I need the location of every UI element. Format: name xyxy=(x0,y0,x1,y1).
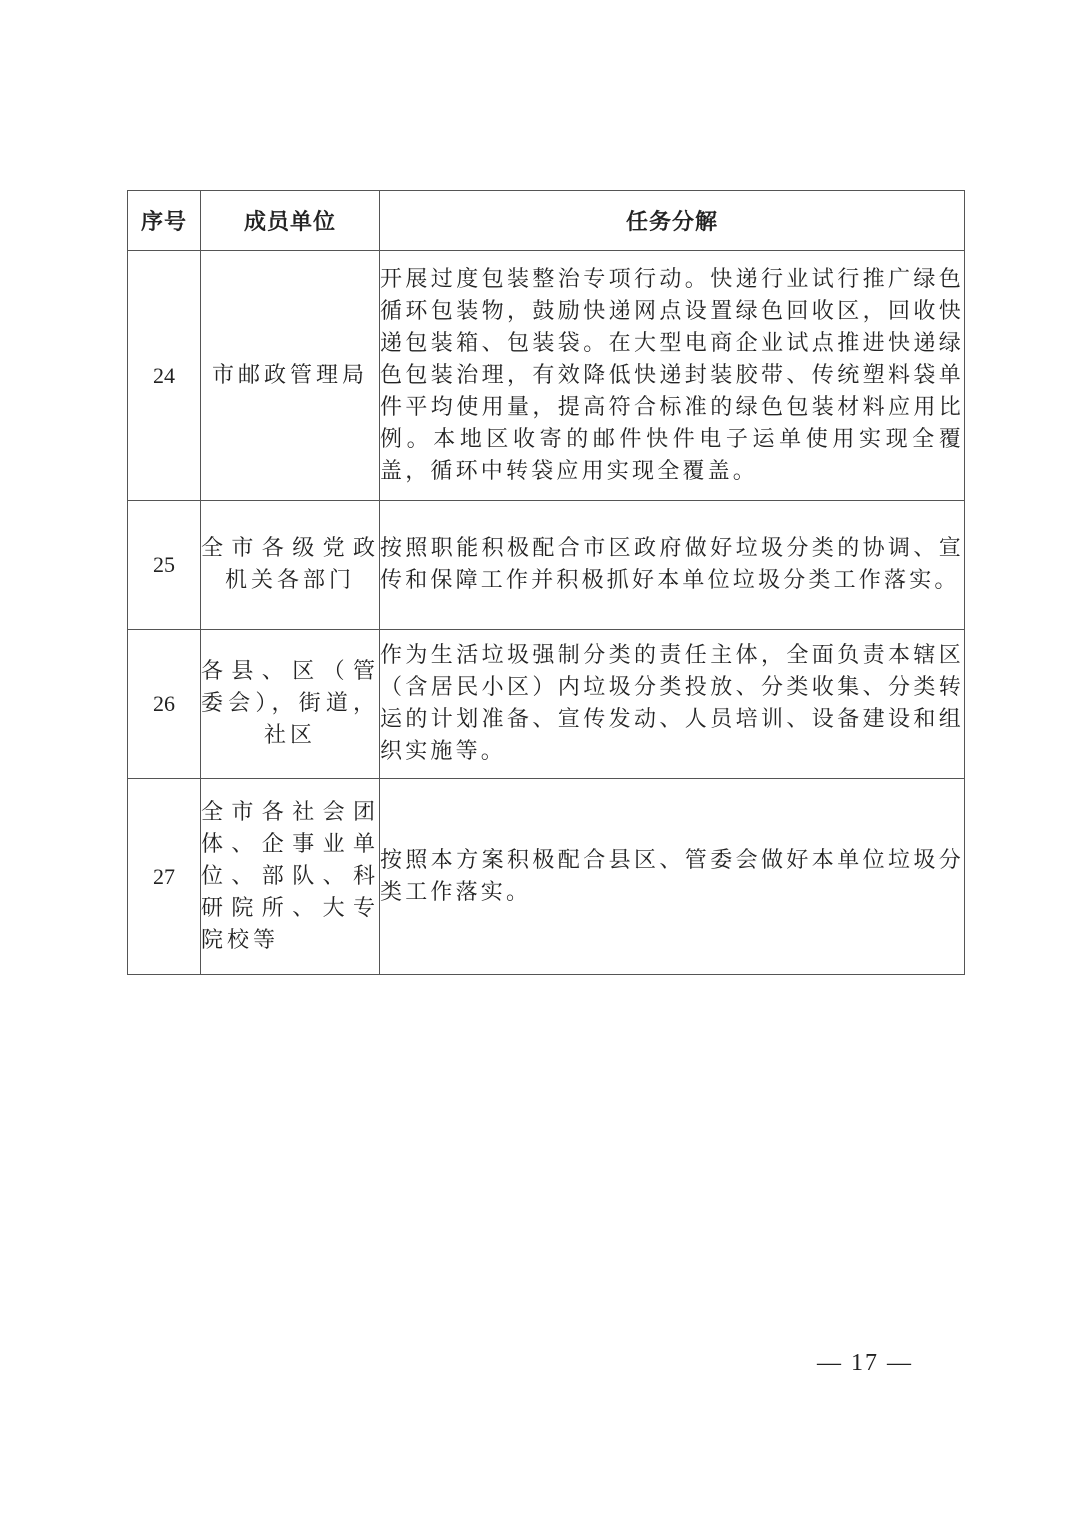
member-unit: 市邮政管理局 xyxy=(201,251,380,501)
task-description: 开展过度包装整治专项行动。快递行业试行推广绿色循环包装物，鼓励快递网点设置绿色回收区，回收快递包装箱、包装袋。在大型电商企业试点推进快递绿色包装治理，有效降低快递封装胶带、传统塑料袋单件平均使用量，提高符合标准的绿色包装材料应用比例。本地区收寄的邮件快件电子运单使用实现全覆盖，循环中转袋应用实现全覆盖。 xyxy=(380,251,965,501)
member-unit: 全市各社会团体、企事业单位、部队、科研院所、大专院校等 xyxy=(201,779,380,975)
row-number: 24 xyxy=(128,251,201,501)
member-unit: 全市各级党政机关各部门 xyxy=(201,501,380,630)
table-row xyxy=(128,779,965,975)
task-description: 作为生活垃圾强制分类的责任主体，全面负责本辖区（含居民小区）内垃圾分类投放、分类收集、分类转运的计划准备、宣传发动、人员培训、设备建设和组织实施等。 xyxy=(380,630,965,779)
member-unit: 各县、区（管委会），街道，社区 xyxy=(201,630,380,779)
row-number: 26 xyxy=(128,630,201,779)
row-number: 25 xyxy=(128,501,201,630)
table-row xyxy=(128,501,965,630)
page-number: — 17 — xyxy=(817,1350,913,1376)
header-task-breakdown: 任务分解 xyxy=(380,191,965,251)
row-number: 27 xyxy=(128,779,201,975)
header-index: 序号 xyxy=(128,191,201,251)
table-row xyxy=(128,251,965,501)
header-member-unit: 成员单位 xyxy=(201,191,380,251)
task-description: 按照职能积极配合市区政府做好垃圾分类的协调、宣传和保障工作并积极抓好本单位垃圾分类工作落实。 xyxy=(380,501,965,630)
table-header-row xyxy=(128,191,965,251)
table-row xyxy=(128,630,965,779)
task-table xyxy=(127,190,965,975)
task-description: 按照本方案积极配合县区、管委会做好本单位垃圾分类工作落实。 xyxy=(380,779,965,975)
